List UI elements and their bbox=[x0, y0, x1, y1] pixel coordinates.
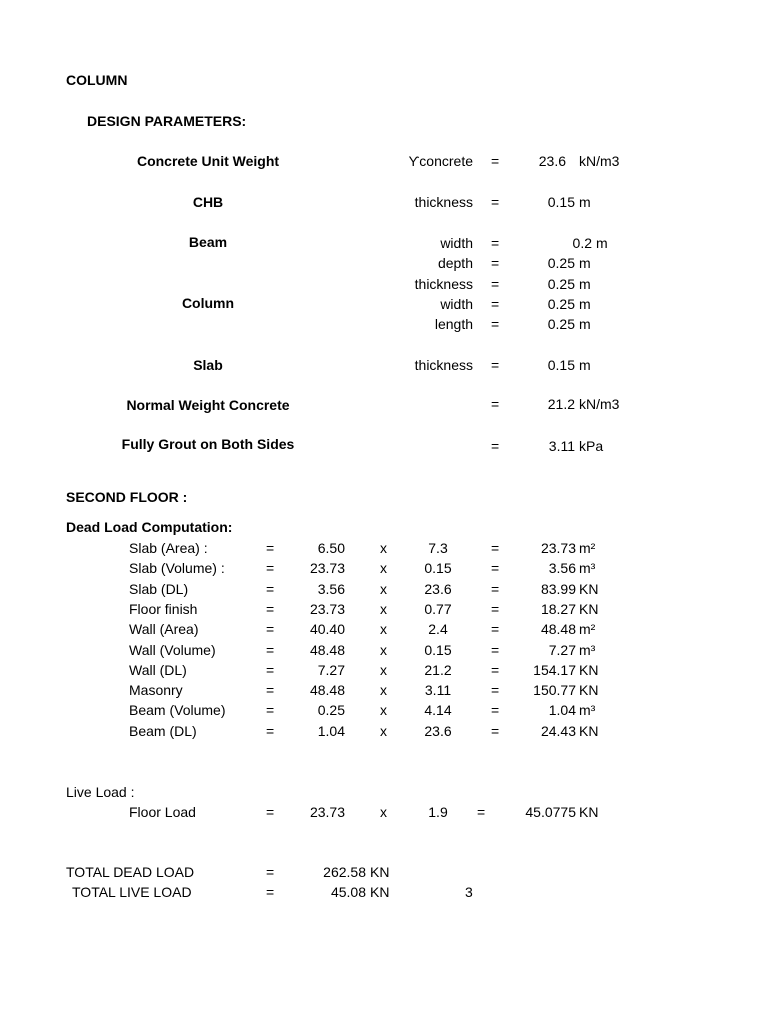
column-width-prop: width bbox=[440, 296, 473, 312]
row-result: 150.77 bbox=[533, 682, 576, 698]
row-unit: KN bbox=[579, 601, 599, 617]
multiply-sign: x bbox=[380, 682, 387, 698]
equals-sign: = bbox=[491, 316, 500, 332]
multiply-sign: x bbox=[380, 560, 387, 576]
chb-unit: m bbox=[579, 194, 591, 210]
equals-sign: = bbox=[266, 601, 275, 617]
row-result: 48.48 bbox=[540, 621, 576, 637]
row-unit: KN bbox=[579, 662, 599, 678]
row-unit: m³ bbox=[579, 642, 596, 658]
row-label: Slab (DL) bbox=[129, 581, 189, 597]
multiply-sign: x bbox=[380, 601, 387, 617]
row-result: 83.99 bbox=[540, 581, 576, 597]
row-operand-b: 7.3 bbox=[428, 540, 448, 556]
dead-load-heading: Dead Load Computation: bbox=[66, 519, 233, 535]
beam-width-value: 0.2 bbox=[572, 235, 592, 251]
row-operand-b: 2.4 bbox=[428, 621, 448, 637]
concrete-unit-weight-label: Concrete Unit Weight bbox=[136, 153, 280, 169]
floor-load-a: 23.73 bbox=[309, 804, 345, 820]
row-label: Slab (Volume) : bbox=[129, 560, 225, 576]
row-operand-b: 3.11 bbox=[424, 682, 452, 698]
equals-sign: = bbox=[491, 662, 500, 678]
equals-sign: = bbox=[266, 702, 275, 718]
equals-sign: = bbox=[491, 621, 500, 637]
equals-sign: = bbox=[491, 581, 500, 597]
row-unit: KN bbox=[579, 581, 599, 597]
equals-sign: = bbox=[491, 255, 500, 271]
second-floor-heading: SECOND FLOOR : bbox=[66, 489, 188, 505]
row-unit: m³ bbox=[579, 702, 596, 718]
equals-sign: = bbox=[491, 560, 500, 576]
equals-sign: = bbox=[491, 642, 500, 658]
row-label: Slab (Area) : bbox=[129, 540, 208, 556]
equals-sign: = bbox=[491, 702, 500, 718]
beam-depth-unit: m bbox=[579, 255, 591, 271]
equals-sign: = bbox=[266, 662, 275, 678]
column-length-unit: m bbox=[579, 316, 591, 332]
floor-load-unit: KN bbox=[579, 804, 599, 820]
beam-thickness-prop: thickness bbox=[414, 276, 473, 292]
row-result: 3.56 bbox=[548, 560, 576, 576]
slab-value: 0.15 bbox=[547, 357, 575, 373]
beam-thickness-unit: m bbox=[579, 276, 591, 292]
concrete-unit-weight-unit: kN/m3 bbox=[579, 153, 620, 169]
design-parameters-heading: DESIGN PARAMETERS: bbox=[87, 113, 247, 129]
equals-sign: = bbox=[491, 438, 500, 454]
chb-value: 0.15 bbox=[547, 194, 575, 210]
beam-width-unit: m bbox=[596, 235, 608, 251]
equals-sign: = bbox=[491, 357, 500, 373]
row-operand-a: 1.04 bbox=[317, 723, 345, 739]
beam-thickness-value: 0.25 bbox=[547, 276, 575, 292]
row-label: Floor finish bbox=[129, 601, 198, 617]
normal-weight-concrete-value: 21.2 bbox=[547, 396, 575, 412]
row-result: 154.17 bbox=[533, 662, 576, 678]
row-operand-b: 0.77 bbox=[424, 601, 452, 617]
row-operand-b: 4.14 bbox=[424, 702, 452, 718]
row-label: Wall (DL) bbox=[129, 662, 187, 678]
equals-sign: = bbox=[266, 642, 275, 658]
equals-sign: = bbox=[266, 804, 275, 820]
fully-grout-unit: kPa bbox=[579, 438, 604, 454]
row-unit: m² bbox=[579, 621, 596, 637]
multiply-sign: x bbox=[380, 662, 387, 678]
row-operand-a: 7.27 bbox=[317, 662, 345, 678]
row-result: 18.27 bbox=[540, 601, 576, 617]
row-operand-b: 0.15 bbox=[424, 642, 452, 658]
row-unit: KN bbox=[579, 682, 599, 698]
page-number: 3 bbox=[465, 884, 473, 900]
row-operand-a: 6.50 bbox=[317, 540, 345, 556]
concrete-symbol: ϒconcrete bbox=[408, 153, 473, 169]
beam-depth-prop: depth bbox=[437, 255, 473, 271]
total-dead-load-value: 262.58 bbox=[323, 864, 366, 880]
normal-weight-concrete-unit: kN/m3 bbox=[579, 396, 620, 412]
row-result: 23.73 bbox=[540, 540, 576, 556]
equals-sign: = bbox=[491, 235, 500, 251]
row-unit: KN bbox=[579, 723, 599, 739]
multiply-sign: x bbox=[380, 540, 387, 556]
column-width-unit: m bbox=[579, 296, 591, 312]
row-unit: m² bbox=[579, 540, 596, 556]
slab-label: Slab bbox=[193, 357, 223, 373]
multiply-sign: x bbox=[380, 804, 387, 820]
fully-grout-label: Fully Grout on Both Sides bbox=[121, 436, 295, 452]
equals-sign: = bbox=[491, 296, 500, 312]
equals-sign: = bbox=[491, 153, 500, 169]
row-unit: m³ bbox=[579, 560, 596, 576]
row-result: 7.27 bbox=[548, 642, 576, 658]
slab-prop: thickness bbox=[414, 357, 473, 373]
multiply-sign: x bbox=[380, 621, 387, 637]
equals-sign: = bbox=[491, 194, 500, 210]
beam-width-prop: width bbox=[440, 235, 473, 251]
equals-sign: = bbox=[491, 601, 500, 617]
row-operand-a: 48.48 bbox=[309, 642, 345, 658]
equals-sign: = bbox=[477, 804, 486, 820]
concrete-unit-weight-value: 23.6 bbox=[538, 153, 566, 169]
total-live-load-unit: KN bbox=[370, 884, 390, 900]
equals-sign: = bbox=[266, 723, 275, 739]
multiply-sign: x bbox=[380, 723, 387, 739]
row-operand-a: 0.25 bbox=[317, 702, 345, 718]
total-dead-load-label: TOTAL DEAD LOAD bbox=[66, 864, 195, 880]
column-label: Column bbox=[181, 295, 235, 311]
row-label: Wall (Area) bbox=[129, 621, 199, 637]
row-result: 24.43 bbox=[540, 723, 576, 739]
live-load-heading: Live Load : bbox=[66, 784, 135, 800]
equals-sign: = bbox=[491, 723, 500, 739]
row-operand-b: 23.6 bbox=[424, 581, 452, 597]
row-operand-a: 3.56 bbox=[317, 581, 345, 597]
beam-label: Beam bbox=[188, 234, 228, 250]
equals-sign: = bbox=[491, 396, 500, 412]
column-length-value: 0.25 bbox=[547, 316, 575, 332]
equals-sign: = bbox=[266, 581, 275, 597]
equals-sign: = bbox=[266, 864, 275, 880]
row-operand-a: 48.48 bbox=[309, 682, 345, 698]
equals-sign: = bbox=[266, 560, 275, 576]
multiply-sign: x bbox=[380, 702, 387, 718]
row-operand-a: 23.73 bbox=[309, 560, 345, 576]
floor-load-b: 1.9 bbox=[428, 804, 448, 820]
equals-sign: = bbox=[491, 276, 500, 292]
floor-load-result: 45.0775 bbox=[525, 804, 576, 820]
equals-sign: = bbox=[491, 540, 500, 556]
multiply-sign: x bbox=[380, 581, 387, 597]
normal-weight-concrete-label: Normal Weight Concrete bbox=[126, 397, 290, 413]
total-live-load-value: 45.08 bbox=[330, 884, 366, 900]
row-operand-b: 23.6 bbox=[424, 723, 452, 739]
row-label: Beam (Volume) bbox=[129, 702, 226, 718]
total-dead-load-unit: KN bbox=[370, 864, 390, 880]
fully-grout-value: 3.11 bbox=[548, 438, 575, 454]
multiply-sign: x bbox=[380, 642, 387, 658]
row-operand-a: 23.73 bbox=[309, 601, 345, 617]
equals-sign: = bbox=[266, 621, 275, 637]
row-label: Beam (DL) bbox=[129, 723, 197, 739]
equals-sign: = bbox=[491, 682, 500, 698]
page-title: COLUMN bbox=[66, 72, 128, 88]
equals-sign: = bbox=[266, 682, 275, 698]
slab-unit: m bbox=[579, 357, 591, 373]
floor-load-label: Floor Load bbox=[129, 804, 196, 820]
equals-sign: = bbox=[266, 884, 275, 900]
row-result: 1.04 bbox=[548, 702, 576, 718]
equals-sign: = bbox=[266, 540, 275, 556]
row-label: Masonry bbox=[129, 682, 183, 698]
beam-depth-value: 0.25 bbox=[547, 255, 575, 271]
row-label: Wall (Volume) bbox=[129, 642, 216, 658]
row-operand-b: 0.15 bbox=[424, 560, 452, 576]
total-live-load-label: TOTAL LIVE LOAD bbox=[72, 884, 192, 900]
row-operand-a: 40.40 bbox=[309, 621, 345, 637]
column-length-prop: length bbox=[434, 316, 473, 332]
column-width-value: 0.25 bbox=[547, 296, 575, 312]
chb-label: CHB bbox=[192, 194, 224, 210]
row-operand-b: 21.2 bbox=[424, 662, 452, 678]
chb-prop: thickness bbox=[414, 194, 473, 210]
